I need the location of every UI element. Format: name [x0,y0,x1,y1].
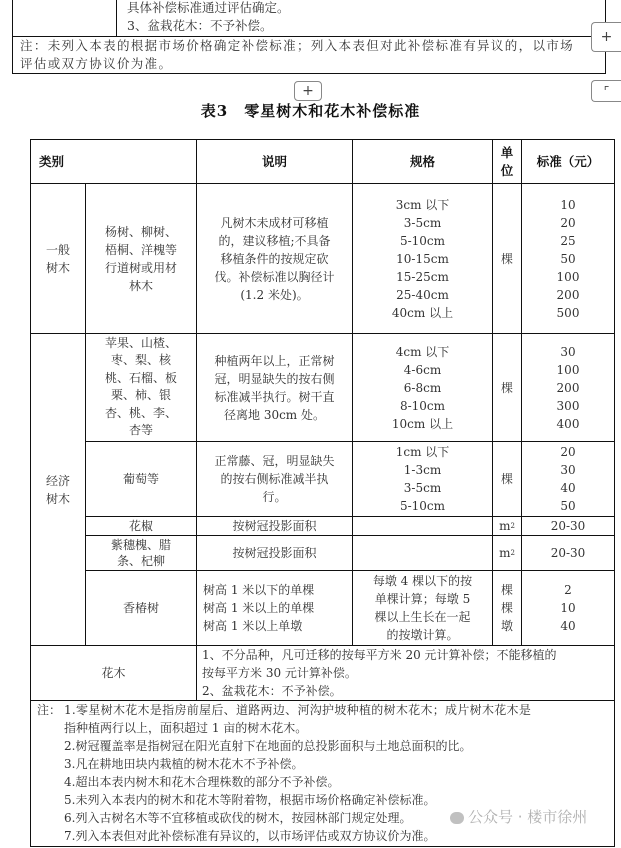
insert-block-button[interactable] [294,81,322,101]
grape-specs [353,442,492,516]
note-item: 6.列入古树名木等不宜移植或砍伐的树木，按园林部门规定处理。 [64,811,412,825]
watermark-text: 公众号 · 楼市徐州 [468,808,588,826]
standard-value: 40 [560,619,576,633]
cell-line: 树高 1 米以下的单棵 [203,583,315,597]
plus-icon: + [302,83,314,99]
note-item: 3.凡在耕地田块内栽植的树木花木不予补偿。 [64,757,304,771]
note-item: 5.未列入本表内的树木和花木等附着物，根据市场价格确定补偿标准。 [64,793,436,807]
cell-line: 一般 [45,242,70,257]
note-item: 2.树冠覆盖率是指树冠在阳光直射下在地面的总投影面积与土地总面积的比。 [64,739,472,753]
fragment-text: 3、盆栽花木：不予补偿。 [127,18,273,33]
unit-superscript: 2 [510,522,515,530]
general-unit: 棵 [500,251,513,266]
note-item: 指种植两行以上，面积超过 1 亩的树木花木。 [64,721,308,735]
standard-value: 30 [560,344,576,359]
cell-line: 种植两年以上，正常树 [214,353,335,368]
standard-value: 2 [564,583,572,597]
cell-line: (1.2 米处)。 [240,287,309,302]
note-item: 7.列入本表但对此补偿标准有异议的，以市场评估或双方协议价为准。 [64,829,436,843]
spec-value: 25-40cm [396,287,449,302]
spec-value: 1cm 以下 [395,445,450,459]
grape-unit: 棵 [500,472,513,486]
cell-line: 杏等 [128,423,153,437]
amorpha-spec [353,536,492,570]
note-item: 1.零星树木花木是指房前屋后、道路两边、河沟护坡种植的树木花木；成片树木花木是 [64,703,532,717]
toona-name: 香椿树 [122,601,159,615]
pepper-spec [353,517,492,535]
cell-line: 杏、桃、李、 [104,405,177,420]
cell-line: 移植条件的按规定砍 [220,251,329,266]
wechat-icon [450,812,464,824]
standard-value: 25 [560,233,576,248]
cell-line: 每墩 4 棵以下的按 [372,574,473,588]
spec-value: 8-10cm [399,398,446,413]
prev-table-note: 注：未列入本表的根据市场价格确定补偿标准；列入本表但对此补偿标准有异议的，以市场 [20,38,575,53]
cell-line: 行道树或用材 [104,260,177,275]
flowers-description [197,646,614,700]
general-tree-names [86,184,196,333]
cell-line: 树木 [45,260,70,275]
header-standard: 标准（元） [536,153,600,169]
general-specs [353,184,492,333]
watermark [450,806,587,827]
general-description [197,184,352,333]
cell-line: 棵以上生长在一起 [374,610,471,624]
grape-standards [522,442,614,516]
spec-value: 4cm 以下 [395,344,450,359]
cell-line: 2、盆栽花木：不予补偿。 [202,684,342,698]
spec-value: 5-10cm [399,233,446,248]
spec-value: 4-6cm [403,362,442,377]
fruit-specs [353,334,492,441]
category-economic-trees [31,334,85,645]
unit-value: 棵 [500,583,513,597]
category-flowers: 花木 [101,666,126,680]
cell-line: 径离地 30cm 处。 [224,407,325,422]
table-border [12,73,606,74]
standard-value: 500 [556,305,580,320]
table-title: 表3 零星树木和花木补偿标准 [200,102,421,120]
cell-line: 正常藤、冠，明显缺失 [214,454,335,468]
standard-value: 40 [560,481,576,495]
cell-line: 枣、梨、核 [110,353,171,367]
standard-value: 50 [560,499,576,513]
general-standards [522,184,614,333]
pepper-name: 花椒 [128,519,153,533]
category-general-trees [31,184,85,333]
cell-line: 的，建议移植;不具备 [218,233,331,248]
unit-superscript: 2 [510,549,515,557]
header-description: 说明 [261,153,287,169]
cell-line: 经济 [45,473,70,488]
cell-line: 凡树木未成材可移植 [220,215,329,230]
toona-units [493,571,521,645]
spec-value: 6-8cm [403,380,442,395]
amorpha-standard: 20-30 [550,546,586,560]
spec-value: 3-5cm [403,481,442,495]
unit-base: m [499,546,511,560]
prev-table-note: 评估或双方协议价为准。 [20,56,173,71]
amorpha-names [86,536,196,570]
fruit-unit: 棵 [500,380,513,395]
spec-value: 3cm 以下 [395,197,450,212]
cell-line: 的按右侧标准减半执 [220,472,329,486]
cell-line: 梧桐、洋槐等 [104,242,177,257]
cell-line: 伐。补偿标准以胸径计 [214,269,335,284]
spec-value: 5-10cm [399,499,446,513]
standard-value: 200 [556,380,580,395]
standard-value: 30 [560,463,576,477]
cell-line: 冠，明显缺失的按右侧 [214,371,335,386]
cell-line: 林木 [128,278,153,293]
cell-line: 标准减半执行。树干直 [214,389,335,404]
spec-value: 10cm 以上 [391,416,454,431]
standard-value: 200 [556,287,580,302]
standard-value: 100 [556,362,580,377]
cell-line: 的按墩计算。 [386,628,459,642]
toona-spec [353,571,492,645]
cell-line: 树高 1 米以上的单棵 [203,601,315,615]
spec-value: 15-25cm [396,269,449,284]
unit-base: m [499,519,511,533]
cell-line: 按每平方米 30 元计算补偿。 [202,666,357,680]
unit-value: 墩 [500,619,513,633]
toona-description [197,571,352,645]
standard-value: 400 [556,416,580,431]
header-unit-line: 位 [500,162,514,178]
cell-line: 条、杞柳 [116,554,165,568]
cell-line: 单棵计算；每墩 5 [374,592,471,606]
spec-value: 40cm 以上 [391,305,454,320]
cell-line: 树高 1 米以上单墩 [203,619,303,633]
standard-value: 300 [556,398,580,413]
pepper-description: 按树冠投影面积 [232,519,317,533]
cell-line: 栗、柿、银 [110,388,171,402]
cell-line: 树木 [45,491,70,506]
header-spec: 规格 [409,153,435,169]
table-border [30,846,615,847]
standard-value: 20 [560,215,576,230]
cell-line: 1、不分品种，凡可迁移的按每平方米 20 元计算补偿；不能移植的 [202,648,557,662]
pepper-unit [493,517,521,535]
pepper-standard: 20-30 [550,519,586,533]
unit-value: 棵 [500,601,513,615]
plus-icon: + [600,29,613,45]
toona-standards [522,571,614,645]
cell-line: 行。 [262,490,287,504]
standard-value: 100 [556,269,580,284]
table-border [614,139,615,847]
amorpha-unit [493,536,521,570]
fruit-tree-names [86,333,196,441]
fruit-description [197,334,352,441]
standard-value: 10 [560,197,576,212]
header-category: 类别 [39,153,65,169]
note-item: 4.超出本表内树木和花木合理株数的部分不予补偿。 [64,775,340,789]
notes-prefix: 注： [37,703,62,717]
standard-value: 20 [560,445,576,459]
cell-line: 桃、石榴、板 [104,370,177,385]
standard-value: 50 [560,251,576,266]
side-crop-button[interactable] [591,80,621,102]
crop-icon: ⌜ [603,84,610,98]
grape-name: 葡萄等 [122,472,159,486]
header-unit-line: 单 [500,144,514,160]
fragment-text: 具体补偿标准通过评估确定。 [127,0,290,15]
header-unit [493,140,521,183]
spec-value: 10-15cm [396,251,449,266]
fruit-standards [522,334,614,441]
amorpha-description: 按树冠投影面积 [232,546,317,560]
grape-description [197,442,352,516]
spec-value: 1-3cm [403,463,442,477]
cell-line: 苹果、山楂、 [104,335,177,350]
side-add-button[interactable] [591,22,621,52]
cell-line: 杨树、柳树、 [104,224,177,239]
table-border [116,0,117,37]
cell-line: 紫穗槐、腊 [110,538,171,552]
spec-value: 3-5cm [403,215,442,230]
standard-value: 10 [560,601,576,615]
